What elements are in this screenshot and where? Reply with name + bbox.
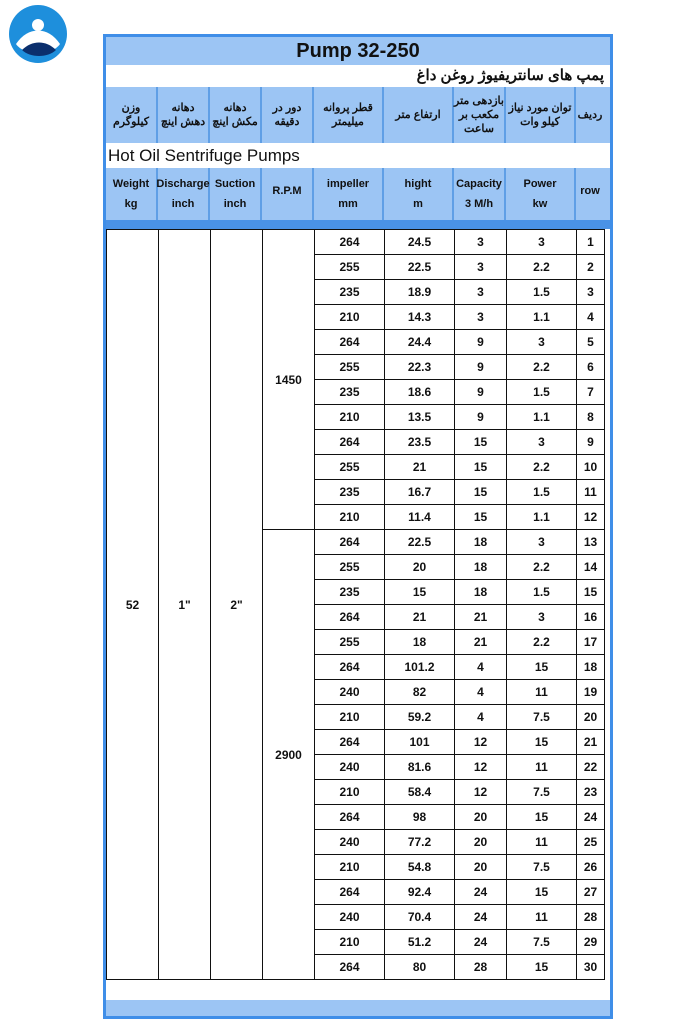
hight-cell: 18.9 [385, 280, 455, 305]
capacity-cell: 3 [455, 280, 507, 305]
power-cell: 1.1 [507, 305, 577, 330]
power-cell: 1.1 [507, 405, 577, 430]
capacity-cell: 15 [455, 455, 507, 480]
pump-table-frame [103, 34, 613, 1019]
power-cell: 2.2 [507, 355, 577, 380]
power-cell: 3 [507, 605, 577, 630]
hight-cell: 98 [385, 805, 455, 830]
capacity-cell: 9 [455, 355, 507, 380]
header-separator [106, 220, 610, 229]
hight-cell: 24.5 [385, 230, 455, 255]
en-header-3 [262, 168, 314, 220]
hight-cell: 80 [385, 955, 455, 980]
en-header-top: hight [404, 178, 432, 190]
bottom-bar [106, 1000, 610, 1016]
pump-data-table [106, 229, 605, 980]
hight-cell: 101 [385, 730, 455, 755]
hight-cell: 22.5 [385, 255, 455, 280]
power-cell: 15 [507, 730, 577, 755]
row-number-cell: 30 [577, 955, 605, 980]
impeller-cell: 255 [315, 555, 385, 580]
fa-header-4: قطر پروانه میلیمتر [314, 87, 384, 143]
en-header-bottom: inch [223, 198, 247, 210]
fa-header-3: دور در دقیقه [262, 87, 314, 143]
impeller-cell: 210 [315, 930, 385, 955]
fa-header-2: دهانه مکش اینچ [210, 87, 262, 143]
capacity-cell: 20 [455, 855, 507, 880]
hight-cell: 21 [385, 455, 455, 480]
power-cell: 7.5 [507, 855, 577, 880]
capacity-cell: 21 [455, 630, 507, 655]
hight-cell: 59.2 [385, 705, 455, 730]
impeller-cell: 264 [315, 430, 385, 455]
capacity-cell: 4 [455, 655, 507, 680]
en-header-7 [506, 168, 576, 220]
en-header-bottom: mm [338, 198, 358, 210]
impeller-cell: 264 [315, 655, 385, 680]
impeller-cell: 255 [315, 355, 385, 380]
power-cell: 3 [507, 230, 577, 255]
row-number-cell: 7 [577, 380, 605, 405]
impeller-cell: 210 [315, 405, 385, 430]
row-number-cell: 1 [577, 230, 605, 255]
impeller-cell: 210 [315, 305, 385, 330]
impeller-cell: 235 [315, 480, 385, 505]
fa-header-5: ارتفاع متر [384, 87, 454, 143]
hight-cell: 51.2 [385, 930, 455, 955]
power-cell: 11 [507, 905, 577, 930]
hight-cell: 16.7 [385, 480, 455, 505]
hight-cell: 22.5 [385, 530, 455, 555]
row-number-cell: 27 [577, 880, 605, 905]
power-cell: 3 [507, 530, 577, 555]
capacity-cell: 24 [455, 905, 507, 930]
impeller-cell: 235 [315, 580, 385, 605]
capacity-cell: 9 [455, 330, 507, 355]
hight-cell: 23.5 [385, 430, 455, 455]
capacity-cell: 24 [455, 880, 507, 905]
row-number-cell: 18 [577, 655, 605, 680]
row-number-cell: 10 [577, 455, 605, 480]
hight-cell: 58.4 [385, 780, 455, 805]
capacity-cell: 20 [455, 805, 507, 830]
en-header-top: Suction [214, 178, 256, 190]
en-header-top: Power [523, 178, 557, 190]
capacity-cell: 3 [455, 305, 507, 330]
row-number-cell: 29 [577, 930, 605, 955]
power-cell: 3 [507, 430, 577, 455]
hight-cell: 24.4 [385, 330, 455, 355]
power-cell: 3 [507, 330, 577, 355]
impeller-cell: 255 [315, 630, 385, 655]
fa-header-1: دهانه دهش اینچ [158, 87, 210, 143]
persian-header-row [106, 87, 610, 143]
data-table-area [106, 229, 610, 999]
row-number-cell: 13 [577, 530, 605, 555]
row-number-cell: 20 [577, 705, 605, 730]
capacity-cell: 15 [455, 505, 507, 530]
power-cell: 7.5 [507, 780, 577, 805]
en-header-bottom: m [413, 198, 423, 210]
row-number-cell: 23 [577, 780, 605, 805]
power-cell: 7.5 [507, 705, 577, 730]
row-number-cell: 21 [577, 730, 605, 755]
power-cell: 11 [507, 755, 577, 780]
impeller-cell: 264 [315, 605, 385, 630]
en-header-top: Weight [112, 178, 150, 190]
power-cell: 2.2 [507, 630, 577, 655]
persian-title: پمپ های سانتریفیوژ روغن داغ [106, 65, 610, 87]
power-cell: 15 [507, 655, 577, 680]
impeller-cell: 210 [315, 505, 385, 530]
power-cell: 11 [507, 830, 577, 855]
impeller-cell: 210 [315, 780, 385, 805]
english-header-row [106, 168, 610, 220]
capacity-cell: 15 [455, 480, 507, 505]
hight-cell: 22.3 [385, 355, 455, 380]
impeller-cell: 264 [315, 230, 385, 255]
row-number-cell: 11 [577, 480, 605, 505]
capacity-cell: 18 [455, 555, 507, 580]
power-cell: 2.2 [507, 455, 577, 480]
hight-cell: 20 [385, 555, 455, 580]
power-cell: 2.2 [507, 555, 577, 580]
row-number-cell: 8 [577, 405, 605, 430]
capacity-cell: 18 [455, 580, 507, 605]
hight-cell: 77.2 [385, 830, 455, 855]
impeller-cell: 240 [315, 905, 385, 930]
en-header-top: impeller [326, 178, 370, 190]
fa-header-0: وزن کیلوگرم [106, 87, 158, 143]
company-logo [8, 4, 68, 64]
en-header-top: R.P.M [272, 185, 302, 197]
row-number-cell: 28 [577, 905, 605, 930]
en-header-bottom: 3 M/h [464, 198, 494, 210]
hight-cell: 15 [385, 580, 455, 605]
en-header-6 [454, 168, 506, 220]
row-number-cell: 4 [577, 305, 605, 330]
capacity-cell: 24 [455, 930, 507, 955]
discharge-cell: 1" [159, 230, 211, 980]
hight-cell: 14.3 [385, 305, 455, 330]
impeller-cell: 240 [315, 680, 385, 705]
power-cell: 1.5 [507, 280, 577, 305]
capacity-cell: 4 [455, 705, 507, 730]
suction-cell: 2" [211, 230, 263, 980]
impeller-cell: 210 [315, 705, 385, 730]
power-cell: 15 [507, 805, 577, 830]
impeller-cell: 264 [315, 530, 385, 555]
row-number-cell: 26 [577, 855, 605, 880]
capacity-cell: 3 [455, 230, 507, 255]
capacity-cell: 28 [455, 955, 507, 980]
hight-cell: 13.5 [385, 405, 455, 430]
capacity-cell: 12 [455, 730, 507, 755]
power-cell: 1.5 [507, 580, 577, 605]
impeller-cell: 235 [315, 280, 385, 305]
hight-cell: 18.6 [385, 380, 455, 405]
capacity-cell: 21 [455, 605, 507, 630]
capacity-cell: 15 [455, 430, 507, 455]
en-header-5 [384, 168, 454, 220]
en-header-bottom: kg [124, 198, 138, 210]
row-number-cell: 6 [577, 355, 605, 380]
impeller-cell: 264 [315, 880, 385, 905]
capacity-cell: 20 [455, 830, 507, 855]
impeller-cell: 264 [315, 955, 385, 980]
hight-cell: 92.4 [385, 880, 455, 905]
row-number-cell: 14 [577, 555, 605, 580]
power-cell: 1.5 [507, 480, 577, 505]
impeller-cell: 240 [315, 755, 385, 780]
row-number-cell: 22 [577, 755, 605, 780]
impeller-cell: 264 [315, 330, 385, 355]
power-cell: 2.2 [507, 255, 577, 280]
en-header-top: Discharge [156, 178, 210, 190]
row-number-cell: 12 [577, 505, 605, 530]
row-number-cell: 16 [577, 605, 605, 630]
fa-header-8: ردیف [577, 109, 603, 121]
power-cell: 1.1 [507, 505, 577, 530]
capacity-cell: 12 [455, 755, 507, 780]
power-cell: 11 [507, 680, 577, 705]
rpm-cell: 2900 [263, 530, 315, 980]
hight-cell: 101.2 [385, 655, 455, 680]
table-row [107, 230, 605, 255]
impeller-cell: 264 [315, 730, 385, 755]
row-number-cell: 5 [577, 330, 605, 355]
hight-cell: 54.8 [385, 855, 455, 880]
hight-cell: 11.4 [385, 505, 455, 530]
hight-cell: 81.6 [385, 755, 455, 780]
rpm-cell: 1450 [263, 230, 315, 530]
page-title: Pump 32-250 [106, 37, 610, 65]
en-header-2 [210, 168, 262, 220]
capacity-cell: 4 [455, 680, 507, 705]
en-header-bottom: inch [171, 198, 195, 210]
en-header-4 [314, 168, 384, 220]
impeller-cell: 255 [315, 255, 385, 280]
en-header-0 [106, 168, 158, 220]
capacity-cell: 9 [455, 405, 507, 430]
en-header-bottom: kw [532, 198, 548, 210]
capacity-cell: 18 [455, 530, 507, 555]
row-number-cell: 19 [577, 680, 605, 705]
hight-cell: 70.4 [385, 905, 455, 930]
power-cell: 1.5 [507, 380, 577, 405]
impeller-cell: 235 [315, 380, 385, 405]
row-number-cell: 17 [577, 630, 605, 655]
fa-header-7: توان مورد نیاز کیلو وات [506, 87, 576, 143]
row-number-cell: 3 [577, 280, 605, 305]
hight-cell: 18 [385, 630, 455, 655]
row-number-cell: 2 [577, 255, 605, 280]
en-header-8 [576, 168, 604, 220]
capacity-cell: 12 [455, 780, 507, 805]
power-cell: 15 [507, 880, 577, 905]
fa-header-6: بازدهی متر مکعب بر ساعت [454, 87, 506, 143]
row-number-cell: 25 [577, 830, 605, 855]
impeller-cell: 264 [315, 805, 385, 830]
row-number-cell: 24 [577, 805, 605, 830]
en-header-1 [158, 168, 210, 220]
impeller-cell: 255 [315, 455, 385, 480]
power-cell: 7.5 [507, 930, 577, 955]
english-title: Hot Oil Sentrifuge Pumps [106, 143, 610, 168]
capacity-cell: 9 [455, 380, 507, 405]
hight-cell: 82 [385, 680, 455, 705]
power-cell: 15 [507, 955, 577, 980]
en-header-top: row [580, 185, 600, 197]
capacity-cell: 3 [455, 255, 507, 280]
row-number-cell: 9 [577, 430, 605, 455]
row-number-cell: 15 [577, 580, 605, 605]
weight-cell: 52 [107, 230, 159, 980]
en-header-top: Capacity [456, 178, 502, 190]
impeller-cell: 210 [315, 855, 385, 880]
impeller-cell: 240 [315, 830, 385, 855]
hight-cell: 21 [385, 605, 455, 630]
